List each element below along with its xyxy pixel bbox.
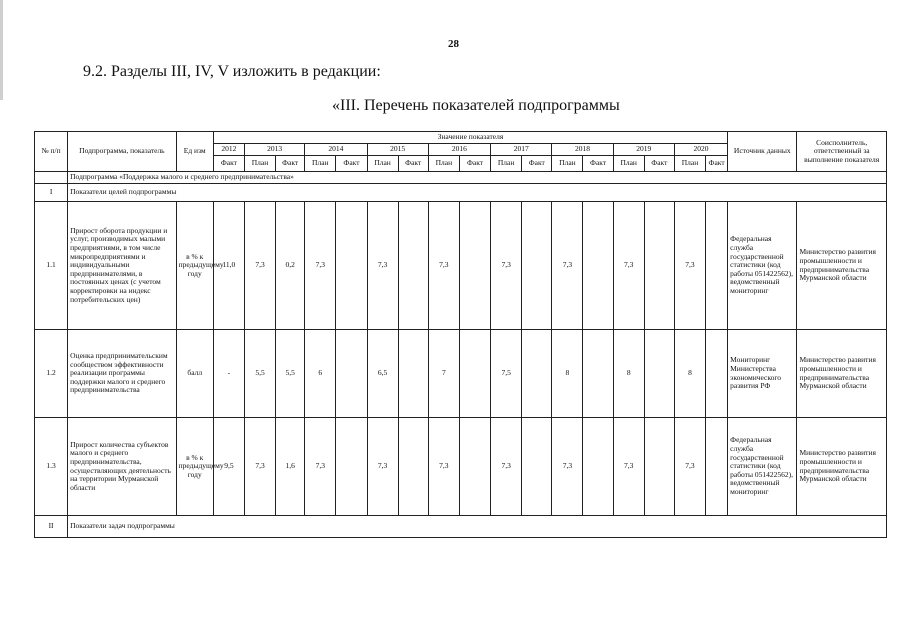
value-cell: 7,3: [552, 418, 583, 516]
value-cell: 7,3: [244, 418, 275, 516]
indicators-table-body: [35, 132, 887, 538]
year-header: 2016: [428, 144, 490, 156]
year-header: 2018: [552, 144, 613, 156]
value-cell: [336, 202, 367, 330]
section-i-num: I: [35, 184, 68, 202]
value-cell: [706, 418, 728, 516]
value-cell: [459, 418, 490, 516]
value-cell: 5,5: [276, 330, 305, 418]
year-header: 2017: [491, 144, 552, 156]
value-cell: [522, 330, 552, 418]
fact-header: Факт: [583, 156, 613, 172]
amendment-instruction: 9.2. Разделы III, IV, V изложить в редакции:: [83, 63, 381, 80]
value-cell: 7,3: [674, 202, 705, 330]
fact-header: Факт: [276, 156, 305, 172]
plan-header: План: [552, 156, 583, 172]
value-cell: [522, 202, 552, 330]
header-num: № п/п: [35, 132, 68, 172]
year-header: 2013: [244, 144, 304, 156]
data-source: Федеральная служба государственной статистики (код работы 051422562), ведомственный мониторинг: [728, 202, 797, 330]
value-cell: [706, 202, 728, 330]
value-cell: [644, 202, 674, 330]
year-header: 2015: [367, 144, 428, 156]
header-subprogram: Подпрограмма, показатель: [68, 132, 177, 172]
indicator-unit: балл: [176, 330, 213, 418]
section-i-label: Показатели целей подпрограммы: [68, 184, 887, 202]
row-num: 1.3: [35, 418, 68, 516]
section-ii-label: Показатели задач подпрограммы: [68, 516, 887, 538]
value-cell: 7,3: [613, 418, 644, 516]
year-header: 2012: [213, 144, 244, 156]
indicators-table: [34, 131, 887, 538]
value-cell: [522, 418, 552, 516]
indicator-name: Прирост количества субъектов малого и среднего предпринимательства, осуществляющих деятельность на территории Мурманской области: [68, 418, 177, 516]
value-cell: 7,3: [613, 202, 644, 330]
value-cell: 5,5: [244, 330, 275, 418]
value-cell: [336, 418, 367, 516]
indicator-name: Оценка предпринимательским сообществом эффективности реализации программы поддержки малого и среднего предпринимательства: [68, 330, 177, 418]
indicator-unit: в % к предыдущему году: [176, 418, 213, 516]
indicator-name: Прирост оборота продукции и услуг, производимых малыми предприятиями, в том числе микропредприятиями и индивидуальными предпринимателями, в постоянных ценах (с учетом корректировки на индекс потребительских цен): [68, 202, 177, 330]
value-cell: -: [213, 330, 244, 418]
plan-header: План: [428, 156, 459, 172]
value-cell: 8: [552, 330, 583, 418]
scan-margin-mark: [0, 0, 3, 100]
value-cell: 7,3: [674, 418, 705, 516]
value-cell: 1,6: [276, 418, 305, 516]
value-cell: 11,0: [213, 202, 244, 330]
value-cell: 7,3: [305, 418, 336, 516]
header-coexecutor: Соисполнитель, ответственный за выполнение показателя: [797, 132, 887, 172]
plan-header: План: [305, 156, 336, 172]
value-cell: [336, 330, 367, 418]
year-header: 2019: [613, 144, 674, 156]
value-cell: [398, 202, 428, 330]
value-cell: 7,3: [244, 202, 275, 330]
section-title: «III. Перечень показателей подпрограммы: [332, 97, 620, 114]
value-cell: [583, 330, 613, 418]
value-cell: 6,5: [367, 330, 398, 418]
value-cell: [644, 330, 674, 418]
value-cell: 7,3: [305, 202, 336, 330]
value-cell: [459, 330, 490, 418]
value-cell: 8: [674, 330, 705, 418]
plan-header: План: [613, 156, 644, 172]
page-number: 28: [448, 38, 459, 50]
fact-header: Факт: [706, 156, 728, 172]
value-cell: 7,3: [491, 202, 522, 330]
year-header: 2020: [674, 144, 727, 156]
plan-header: План: [674, 156, 705, 172]
value-cell: 7,3: [491, 418, 522, 516]
indicator-row: [35, 330, 887, 418]
value-cell: [644, 418, 674, 516]
value-cell: 7,3: [428, 418, 459, 516]
indicator-row: [35, 202, 887, 330]
header-unit: Ед изм: [176, 132, 213, 172]
value-cell: [459, 202, 490, 330]
year-header: 2014: [305, 144, 367, 156]
value-cell: 6: [305, 330, 336, 418]
indicator-row: [35, 418, 887, 516]
value-cell: [398, 418, 428, 516]
fact-header: Факт: [644, 156, 674, 172]
program-row: Подпрограмма «Поддержка малого и среднего предпринимательства»: [68, 172, 887, 184]
plan-header: План: [367, 156, 398, 172]
plan-header: План: [491, 156, 522, 172]
value-cell: [706, 330, 728, 418]
fact-header: Факт: [398, 156, 428, 172]
plan-header: План: [244, 156, 275, 172]
coexecutor: Министерство развития промышленности и предпринимательства Мурманской области: [797, 202, 887, 330]
fact-header: Факт: [459, 156, 490, 172]
value-cell: 7: [428, 330, 459, 418]
row-num: 1.2: [35, 330, 68, 418]
value-cell: 0,2: [276, 202, 305, 330]
value-cell: [583, 202, 613, 330]
data-source: Мониторинг Министерства экономического развития РФ: [728, 330, 797, 418]
data-source: Федеральная служба государственной статистики (код работы 051422562), ведомственный мониторинг: [728, 418, 797, 516]
value-cell: 8: [613, 330, 644, 418]
header-value-group: Значение показателя: [213, 132, 727, 144]
value-cell: 7,3: [552, 202, 583, 330]
value-cell: [398, 330, 428, 418]
coexecutor: Министерство развития промышленности и предпринимательства Мурманской области: [797, 330, 887, 418]
value-cell: 7,3: [367, 418, 398, 516]
fact-header: Факт: [336, 156, 367, 172]
fact-header: Факт: [522, 156, 552, 172]
indicator-unit: в % к предыдущему году: [176, 202, 213, 330]
coexecutor: Министерство развития промышленности и предпринимательства Мурманской области: [797, 418, 887, 516]
row-num: 1.1: [35, 202, 68, 330]
value-cell: 7,3: [367, 202, 398, 330]
value-cell: [583, 418, 613, 516]
value-cell: 7,3: [428, 202, 459, 330]
header-source: Источник данных: [728, 132, 797, 172]
value-cell: 9,5: [213, 418, 244, 516]
program-row-num-cell: [35, 172, 68, 184]
fact-header: Факт: [213, 156, 244, 172]
value-cell: 7,5: [491, 330, 522, 418]
section-ii-num: II: [35, 516, 68, 538]
